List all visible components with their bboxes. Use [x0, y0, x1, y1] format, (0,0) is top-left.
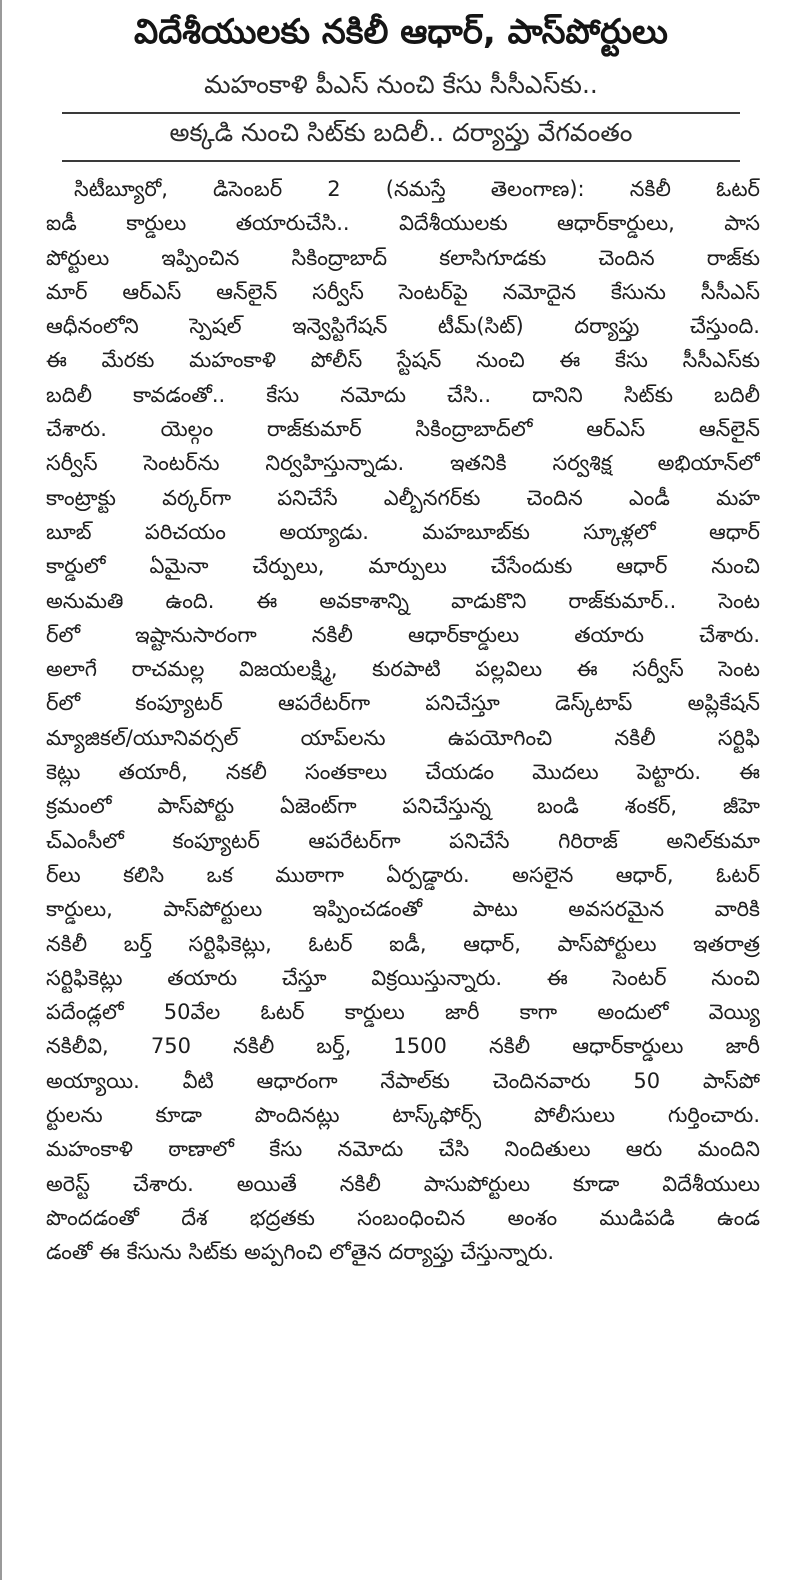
body-line: ర్‌లో కంప్యూటర్ ఆపరేటర్‌గా పనిచేస్తూ డెస్క్‌టాప్ అప్లికేషన్	[46, 691, 760, 716]
headline: విదేశీయులకు నకిలీ ఆధార్, పాస్‌పోర్టులు	[134, 12, 668, 52]
body-line: నకిలీ బర్త్ సర్టిఫికెట్లు, ఓటర్ ఐడీ, ఆధార్, పాస్‌పోర్టులు ఇతరాత్ర	[46, 931, 760, 956]
body-line: ఆధీనంలోని స్పెషల్ ఇన్వెస్టిగేషన్ టీమ్(సిట్) దర్యాప్తు చేస్తుంది.	[46, 314, 760, 339]
body-line: పదేండ్లలో 50వేల ఓటర్ కార్డులు జారీ కాగా అందులో వెయ్యి	[46, 1000, 760, 1025]
body-line: చేశారు. యెల్గం రాజ్‌కుమార్ సికింద్రాబాద్‌లో ఆర్ఎస్ ఆన్‌లైన్	[46, 417, 760, 442]
body-line: ర్‌లో ఇష్టానుసారంగా నకిలీ ఆధార్‌కార్డులు తయారు చేశారు.	[46, 622, 760, 647]
body-line: ర్టులను కూడా పొందినట్లు టాస్క్‌ఫోర్స్ పోలీసులు గుర్తించారు.	[46, 1103, 760, 1128]
body-line: కెట్లు తయారీ, నకలీ సంతకాలు చేయడం మొదలు పెట్టారు. ఈ	[46, 760, 760, 785]
body-line: మహంకాళి ఠాణాలో కేసు నమోదు చేసి నిందితులు ఆరు మందిని	[46, 1137, 760, 1162]
subheadline-2: అక్కడి నుంచి సిట్‌కు బదిలీ.. దర్యాప్తు వేగవంతం	[169, 118, 633, 147]
body-line: అరెస్ట్ చేశారు. అయితే నకిలీ పాసుపోర్టులు కూడా విదేశీయులు	[46, 1171, 760, 1196]
body-line: బదిలీ కావడంతో.. కేసు నమోదు చేసి.. దానిని సిట్‌కు బదిలీ	[46, 382, 760, 407]
body-line: నకిలీవి, 750 నకిలీ బర్త్, 1500 నకిలీ ఆధార్‌కార్డులు జారీ	[46, 1034, 760, 1059]
body-line: సర్టిఫికెట్లు తయారు చేస్తూ విక్రయిస్తున్నారు. ఈ సెంటర్ నుంచి	[46, 965, 760, 990]
body-line: కాంట్రాక్టు వర్కర్‌గా పనిచేసే ఎల్బీనగర్‌కు చెందిన ఎండీ మహ	[46, 485, 760, 510]
body-line: క్రమంలో పాస్‌పోర్టు ఏజెంట్‌గా పనిచేస్తున్న బండి శంకర్, జీహె	[46, 794, 760, 819]
body-line: పోర్టులు ఇప్పించిన సికింద్రాబాద్ కలాసిగూడకు చెందిన రాజ్‌కు	[46, 245, 760, 270]
body-line: మ్యాజికల్/యూనివర్సల్ యాప్‌లను ఉపయోగించి నకిలీ సర్టిఫి	[46, 725, 760, 750]
subheadline-1: మహంకాళి పీఎస్ నుంచి కేసు సీసీఎస్‌కు..	[204, 70, 598, 99]
divider-rule	[62, 160, 740, 162]
body-line: అనుమతి ఉంది. ఈ అవకాశాన్ని వాడుకొని రాజ్‌కుమార్.. సెంట	[46, 588, 760, 613]
body-line: డంతో ఈ కేసును సిట్‌కు అప్పగించి లోతైన దర్యాప్తు చేస్తున్నారు.	[46, 1240, 555, 1265]
body-line: ర్‌లు కలిసి ఒక ముఠాగా ఏర్పడ్డారు. అసలైన ఆధార్, ఓటర్	[46, 862, 760, 887]
body-line: కార్డులు, పాస్‌పోర్టులు ఇప్పించడంతో పాటు అవసరమైన వారికి	[46, 897, 760, 922]
article-body	[46, 172, 760, 1270]
body-line: ఐడీ కార్డులు తయారుచేసి.. విదేశీయులకు ఆధార్‌కార్డులు, పాస	[46, 211, 760, 236]
body-line: చ్ఎంసీలో కంప్యూటర్ ఆపరేటర్‌గా పనిచేసే గిరిరాజ్ అనిల్‌కుమా	[46, 828, 760, 853]
body-line: మార్ ఆర్ఎస్ ఆన్‌లైన్ సర్వీస్ సెంటర్‌పై నమోదైన కేసును సీసీఎస్	[46, 279, 760, 304]
body-line: అయ్యాయి. వీటి ఆధారంగా నేపాల్‌కు చెందినవారు 50 పాస్‌పో	[46, 1068, 760, 1093]
body-line: కార్డులో ఏమైనా చేర్పులు, మార్పులు చేసేందుకు ఆధార్ నుంచి	[46, 554, 760, 579]
body-line: బూబ్ పరిచయం అయ్యాడు. మహబూబ్‌కు స్కూళ్లలో ఆధార్	[46, 519, 760, 544]
body-line: సిటీబ్యూరో, డిసెంబర్ 2 (నమస్తే తెలంగాణ): నకిలీ ఓటర్	[74, 177, 760, 201]
body-line: పొందడంతో దేశ భద్రతకు సంబంధించిన అంశం ముడిపడి ఉండ	[46, 1205, 760, 1230]
body-line: అలాగే రాచమల్ల విజయలక్ష్మి, కురపాటి పల్లవిలు ఈ సర్వీస్ సెంట	[46, 657, 760, 682]
body-line: ఈ మేరకు మహంకాళి పోలీస్ స్టేషన్ నుంచి ఈ కేసు సీసీఎస్‌కు	[46, 348, 760, 373]
body-line: సర్వీస్ సెంటర్‌ను నిర్వహిస్తున్నాడు. ఇతనికి సర్వశిక్ష అభియాన్‌లో	[46, 451, 760, 476]
